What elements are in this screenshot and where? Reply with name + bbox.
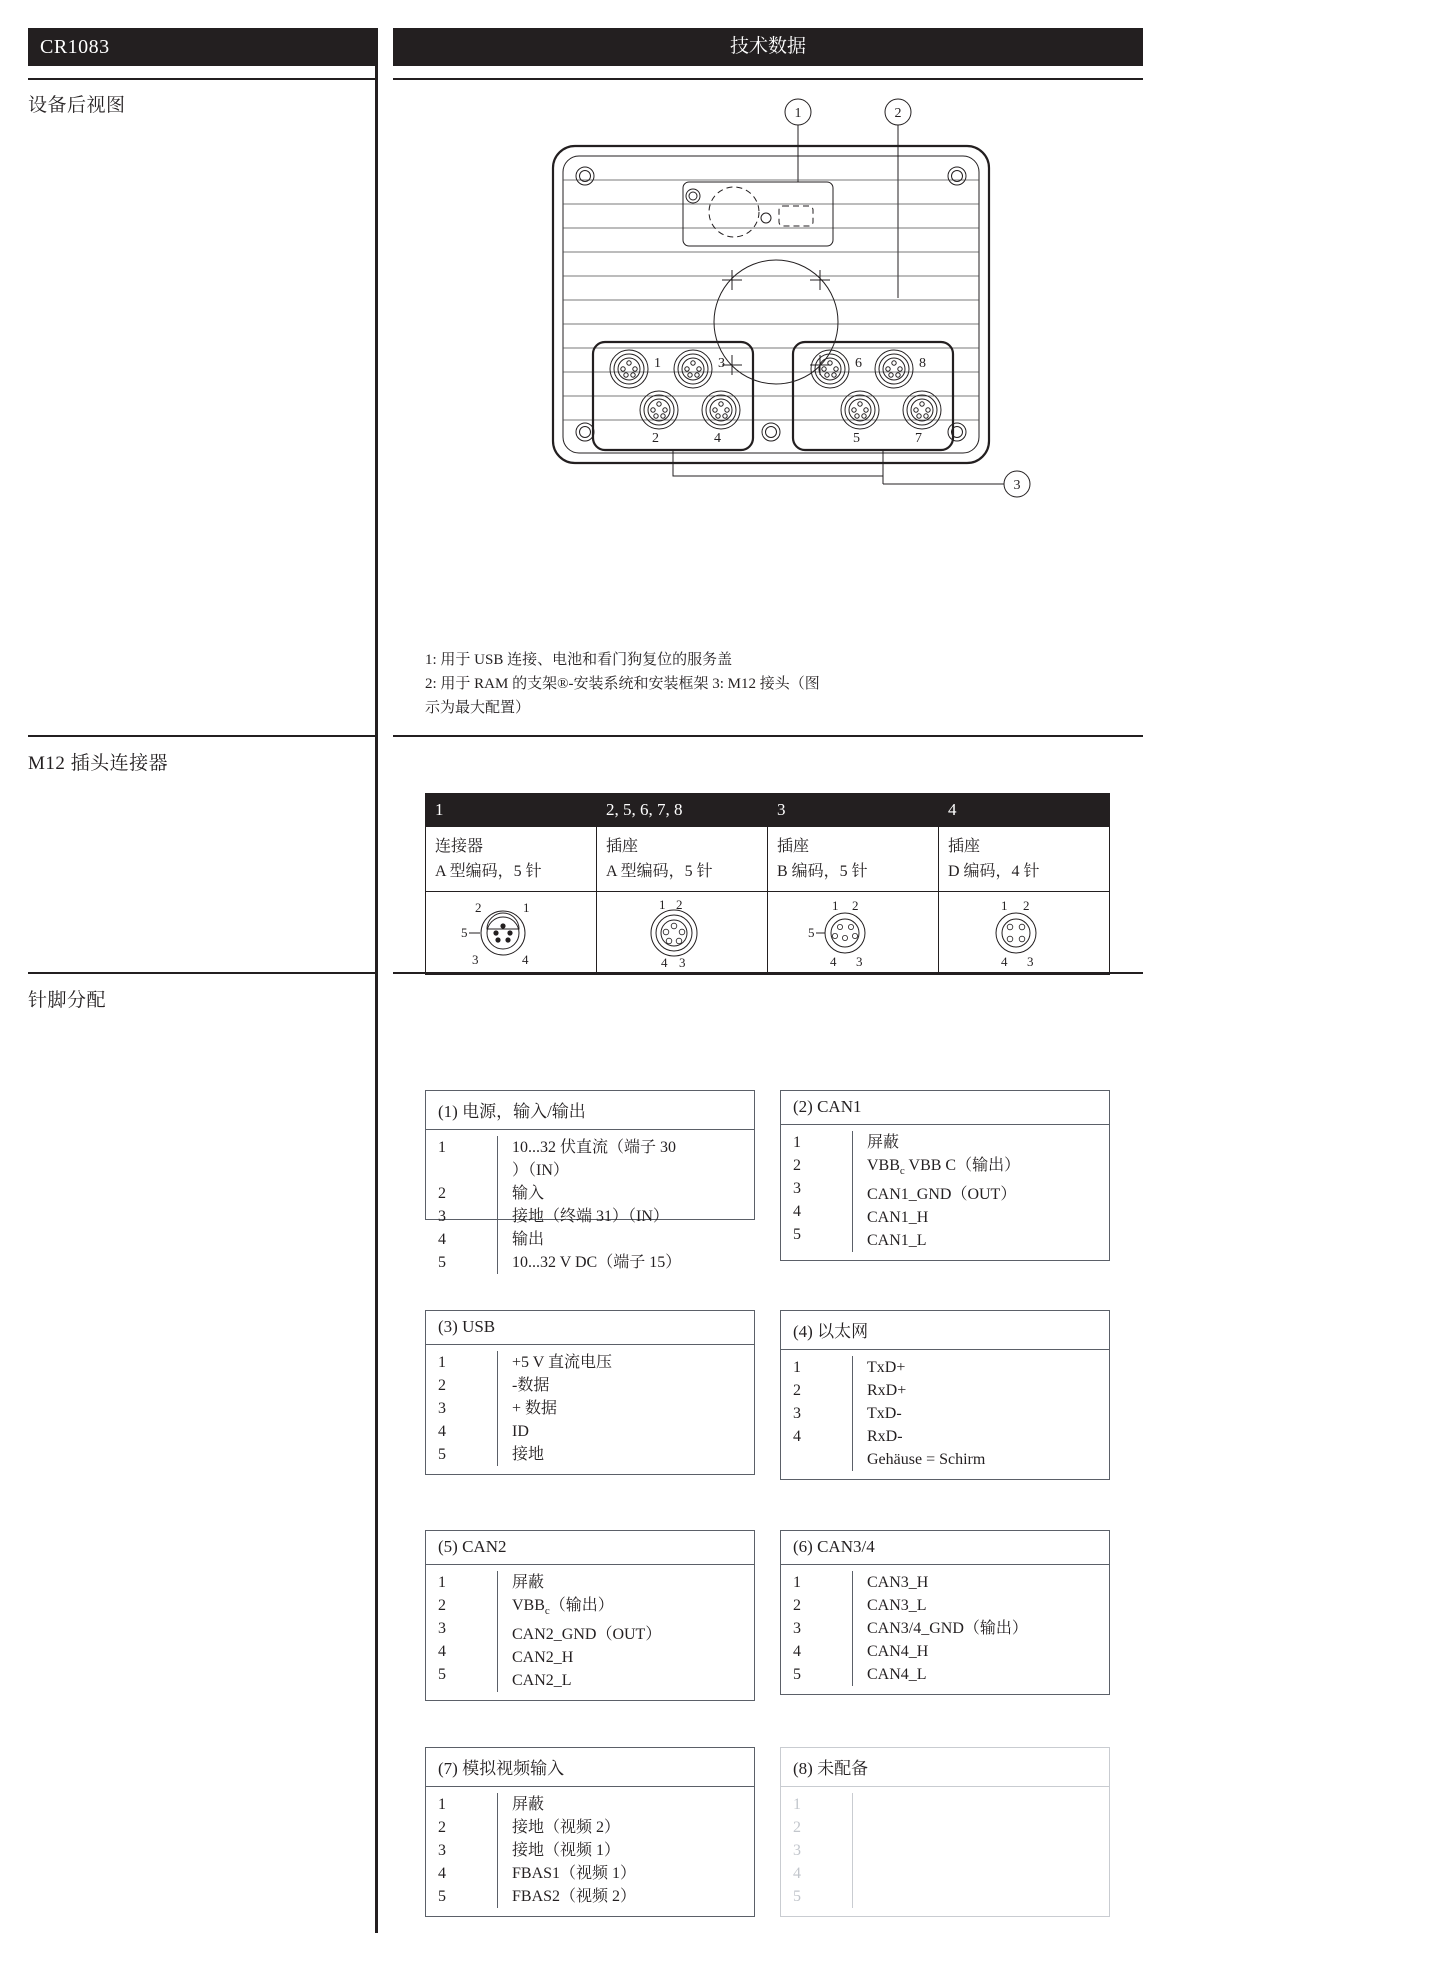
pin-value: Gehäuse = Schirm <box>867 1451 986 1468</box>
pin-number: 5 <box>438 1446 446 1463</box>
row-label-m12: M12 插头连接器 <box>28 753 169 774</box>
m12-coding-2: A 型编码，5 针 <box>606 863 713 880</box>
pin-value <box>867 1862 1109 1885</box>
pin-number: 2 <box>793 1382 801 1399</box>
pin-value: 接地（视频 2） <box>512 1819 621 1836</box>
connector-4 <box>702 391 740 429</box>
pinbox-values-3 <box>498 1351 754 1466</box>
pin-value <box>867 1839 1109 1862</box>
pin-number: 3 <box>438 1208 446 1225</box>
pin-value: FBAS2（视频 2） <box>512 1888 637 1905</box>
pinbox-pins-4 <box>781 1356 853 1471</box>
m12-pin-diagram-cell-1 <box>426 892 597 975</box>
svg-text:4: 4 <box>661 955 668 970</box>
pin-value: -数据 <box>512 1377 550 1394</box>
pin-number: 3 <box>793 1180 801 1197</box>
pinbox-pins-8 <box>781 1793 853 1908</box>
svg-text:3: 3 <box>679 955 686 970</box>
pinbox-title-2: (2) CAN1 <box>781 1091 1109 1125</box>
pin-value: CAN3_L <box>867 1597 927 1614</box>
figure-caption <box>425 648 855 720</box>
pin-value: FBAS1（视频 1） <box>512 1865 637 1882</box>
pin-value: RxD- <box>867 1428 903 1445</box>
m12-type-2: 插座 <box>606 838 639 855</box>
pin-value: CAN2_L <box>512 1672 572 1690</box>
connector-label-2: 2 <box>652 431 659 446</box>
pinbox-title-1: (1) 电源，输入/输出 <box>426 1091 754 1130</box>
pin-number: 1 <box>438 1139 446 1156</box>
pin-value: 屏蔽 <box>867 1134 900 1151</box>
svg-text:2: 2 <box>475 900 482 915</box>
connector-5 <box>841 391 879 429</box>
pin-value: 屏蔽 <box>512 1574 545 1591</box>
m12-header-col-2: 2, 5, 6, 7, 8 <box>597 794 768 827</box>
connector-3 <box>674 350 712 388</box>
pinbox-values-2 <box>853 1131 1109 1252</box>
pinbox-ethernet <box>780 1310 1110 1480</box>
pin-value <box>867 1885 1109 1908</box>
corner-screws <box>576 167 966 441</box>
svg-text:3: 3 <box>1027 954 1034 969</box>
callout-3-label: 3 <box>1013 478 1021 493</box>
product-code-banner <box>28 28 375 66</box>
svg-text:3: 3 <box>472 952 479 967</box>
pinbox-values-1 <box>498 1136 754 1274</box>
pin-value: TxD+ <box>867 1359 906 1376</box>
svg-text:1: 1 <box>523 900 530 915</box>
pin-number: 5 <box>438 1888 446 1905</box>
pin-value: $VBB_c$ VBB C（输出） <box>867 1157 1021 1178</box>
pin-value: ）（IN） <box>512 1162 569 1179</box>
m12-pin-diagram-cell-3 <box>768 892 939 975</box>
pinbox-title-3: (3) USB <box>426 1311 754 1345</box>
pin-number: 5 <box>793 1226 801 1243</box>
connector-label-6: 6 <box>855 356 862 371</box>
pin-value: +5 V 直流电压 <box>512 1354 613 1371</box>
section-title-banner <box>393 28 1143 66</box>
svg-text:2: 2 <box>852 898 859 913</box>
section-title-text: 技术数据 <box>729 36 806 57</box>
connector-label-8: 8 <box>919 356 926 371</box>
pin-value: CAN3_H <box>867 1574 929 1591</box>
pinbox-can2 <box>425 1530 755 1701</box>
pin-value: CAN1_H <box>867 1209 929 1227</box>
caption-line-3: 示为最大配置） <box>425 700 531 716</box>
pin-number: 5 <box>793 1888 801 1905</box>
pin-value: 接地 <box>512 1446 545 1463</box>
column-divider <box>375 28 378 1933</box>
pin-value: 接地（终端 31）（IN） <box>512 1208 669 1225</box>
svg-text:2: 2 <box>1023 898 1030 913</box>
pin-number: 2 <box>793 1597 801 1614</box>
pin-number: 5 <box>438 1254 446 1271</box>
pin-number: 1 <box>438 1574 446 1591</box>
connector-label-7: 7 <box>915 431 922 446</box>
pin-number: 3 <box>793 1620 801 1637</box>
pin-value: 输入 <box>512 1185 545 1202</box>
pinbox-values-6 <box>853 1571 1109 1686</box>
pin-diagram-socket-d-coded <box>941 896 1091 970</box>
pin-number: 1 <box>438 1796 446 1813</box>
callout-2-label: 2 <box>894 106 902 121</box>
pin-number: 1 <box>793 1134 801 1151</box>
pin-value: CAN4_H <box>867 1643 929 1660</box>
pin-value: RxD+ <box>867 1382 907 1399</box>
pin-number: 2 <box>438 1377 446 1394</box>
pin-value: $VBB_c$（输出） <box>512 1597 614 1618</box>
pin-number: 1 <box>793 1574 801 1591</box>
pin-value: ID <box>512 1423 529 1440</box>
pinbox-can1 <box>780 1090 1110 1261</box>
pinbox-values-7 <box>498 1793 754 1908</box>
pin-value: CAN1_GND（OUT） <box>867 1186 1017 1204</box>
pinbox-title-6: (6) CAN3/4 <box>781 1531 1109 1565</box>
pin-value: CAN4_L <box>867 1666 927 1683</box>
pin-value: 接地（视频 1） <box>512 1842 621 1859</box>
pinbox-title-5: (5) CAN2 <box>426 1531 754 1565</box>
pin-value: CAN3/4_GND（输出） <box>867 1620 1028 1637</box>
pinbox-values-8 <box>853 1793 1109 1908</box>
rule-right-1 <box>393 78 1143 80</box>
m12-type-3: 插座 <box>777 838 810 855</box>
svg-text:2: 2 <box>676 897 683 912</box>
pin-diagram-socket-b-coded <box>770 896 920 970</box>
pin-value: CAN2_H <box>512 1649 574 1667</box>
svg-text:4: 4 <box>522 952 529 967</box>
pin-number: 2 <box>793 1819 801 1836</box>
pin-number: 4 <box>793 1203 801 1220</box>
pinbox-usb <box>425 1310 755 1475</box>
pin-number: 2 <box>438 1819 446 1836</box>
rule-left-3 <box>28 972 375 974</box>
m12-coding-1: A 型编码，5 针 <box>435 863 542 880</box>
m12-pin-diagram-cell-2 <box>597 892 768 975</box>
m12-header-col-4: 4 <box>939 794 1110 827</box>
svg-text:5: 5 <box>808 925 815 940</box>
device-rear-view-figure <box>393 84 1143 614</box>
callout-1-label: 1 <box>794 106 802 121</box>
pin-number: 2 <box>793 1157 801 1174</box>
pin-number: 4 <box>438 1865 446 1882</box>
pin-value <box>867 1816 1109 1839</box>
m12-type-cell-3 <box>768 827 939 892</box>
pin-number: 4 <box>438 1643 446 1660</box>
pin-number: 4 <box>793 1643 801 1660</box>
m12-type-cell-1 <box>426 827 597 892</box>
pin-number: 2 <box>438 1597 446 1614</box>
pin-number: 5 <box>438 1666 446 1683</box>
pinbox-not-equipped <box>780 1747 1110 1917</box>
pin-number: 1 <box>793 1359 801 1376</box>
pin-value: CAN2_GND（OUT） <box>512 1626 662 1644</box>
rule-left-2 <box>28 735 375 737</box>
svg-text:4: 4 <box>830 954 837 969</box>
m12-type-1: 连接器 <box>435 838 484 855</box>
pin-number: 3 <box>438 1400 446 1417</box>
pin-value: 10...32 伏直流（端子 30 <box>512 1139 677 1156</box>
pinbox-power-io <box>425 1090 755 1271</box>
pinbox-pins-6 <box>781 1571 853 1686</box>
row-label-rear-view: 设备后视图 <box>28 95 126 116</box>
m12-pin-diagram-cell-4 <box>939 892 1110 975</box>
row-label-pinout: 针脚分配 <box>28 990 107 1011</box>
pin-value: + 数据 <box>512 1400 558 1417</box>
device-rear-view-svg <box>393 84 1143 614</box>
connector-1 <box>610 350 648 388</box>
svg-text:5: 5 <box>461 925 468 940</box>
caption-line-1: 1: 用于 USB 连接、电池和看门狗复位的服务盖 <box>425 652 733 668</box>
m12-header-col-3: 3 <box>768 794 939 827</box>
connector-7 <box>903 391 941 429</box>
pinbox-analog-video-in <box>425 1747 755 1917</box>
pin-number: 3 <box>793 1405 801 1422</box>
pinbox-pins-1 <box>426 1136 498 1274</box>
connector-label-1: 1 <box>654 356 661 371</box>
pinbox-pins-7 <box>426 1793 498 1908</box>
pin-number: 5 <box>793 1666 801 1683</box>
connector-label-4: 4 <box>714 431 721 446</box>
pinbox-pins-2 <box>781 1131 853 1252</box>
rule-left-1 <box>28 78 375 80</box>
m12-coding-3: B 编码，5 针 <box>777 863 868 880</box>
pin-number: 4 <box>793 1428 801 1445</box>
pin-number: 3 <box>438 1620 446 1637</box>
connector-8 <box>875 350 913 388</box>
pin-number: 4 <box>438 1231 446 1248</box>
m12-connector-table <box>425 793 1110 975</box>
m12-coding-4: D 编码，4 针 <box>948 863 1040 880</box>
m12-type-4: 插座 <box>948 838 981 855</box>
pin-value: TxD- <box>867 1405 902 1422</box>
m12-type-cell-2 <box>597 827 768 892</box>
caption-line-2: 2: 用于 RAM 的支架®-安装系统和安装框架 3: M12 接头（图 <box>425 676 820 692</box>
pinbox-title-4: (4) 以太网 <box>781 1311 1109 1350</box>
m12-diagram-row <box>426 892 1110 975</box>
connector-label-5: 5 <box>853 431 860 446</box>
svg-text:1: 1 <box>1001 898 1008 913</box>
connector-2 <box>640 391 678 429</box>
pin-spacer <box>793 1448 852 1471</box>
product-code-text: CR1083 <box>40 36 110 58</box>
pin-number: 4 <box>438 1423 446 1440</box>
pin-number: 3 <box>793 1842 801 1859</box>
pin-number: 1 <box>438 1354 446 1371</box>
pin-number: 4 <box>793 1865 801 1882</box>
svg-text:4: 4 <box>1001 954 1008 969</box>
m12-header-col-1: 1 <box>426 794 597 827</box>
pinbox-can34 <box>780 1530 1110 1695</box>
pin-spacer <box>438 1159 497 1182</box>
m12-header-row <box>426 794 1110 827</box>
pinbox-title-7: (7) 模拟视频输入 <box>426 1748 754 1787</box>
pin-value: 输出 <box>512 1231 545 1248</box>
pin-diagram-socket-a-female <box>599 896 749 970</box>
pin-value: 10...32 V DC（端子 15） <box>512 1254 682 1271</box>
pin-number: 2 <box>438 1185 446 1202</box>
m12-type-cell-4 <box>939 827 1110 892</box>
pinbox-values-5 <box>498 1571 754 1692</box>
pin-value: 屏蔽 <box>512 1796 545 1813</box>
pinbox-title-8: (8) 未配备 <box>781 1748 1109 1787</box>
svg-text:1: 1 <box>659 897 666 912</box>
pin-number: 1 <box>793 1796 801 1813</box>
pinbox-pins-3 <box>426 1351 498 1466</box>
svg-text:1: 1 <box>832 898 839 913</box>
pin-value <box>867 1793 1109 1816</box>
pinbox-values-4 <box>853 1356 1109 1471</box>
connector-label-3: 3 <box>718 356 725 371</box>
pinbox-pins-5 <box>426 1571 498 1692</box>
pin-value: CAN1_L <box>867 1232 927 1250</box>
pin-diagram-connector-a-male <box>428 896 578 970</box>
rule-right-2 <box>393 735 1143 737</box>
svg-text:3: 3 <box>856 954 863 969</box>
pin-number: 3 <box>438 1842 446 1859</box>
m12-type-row <box>426 827 1110 892</box>
